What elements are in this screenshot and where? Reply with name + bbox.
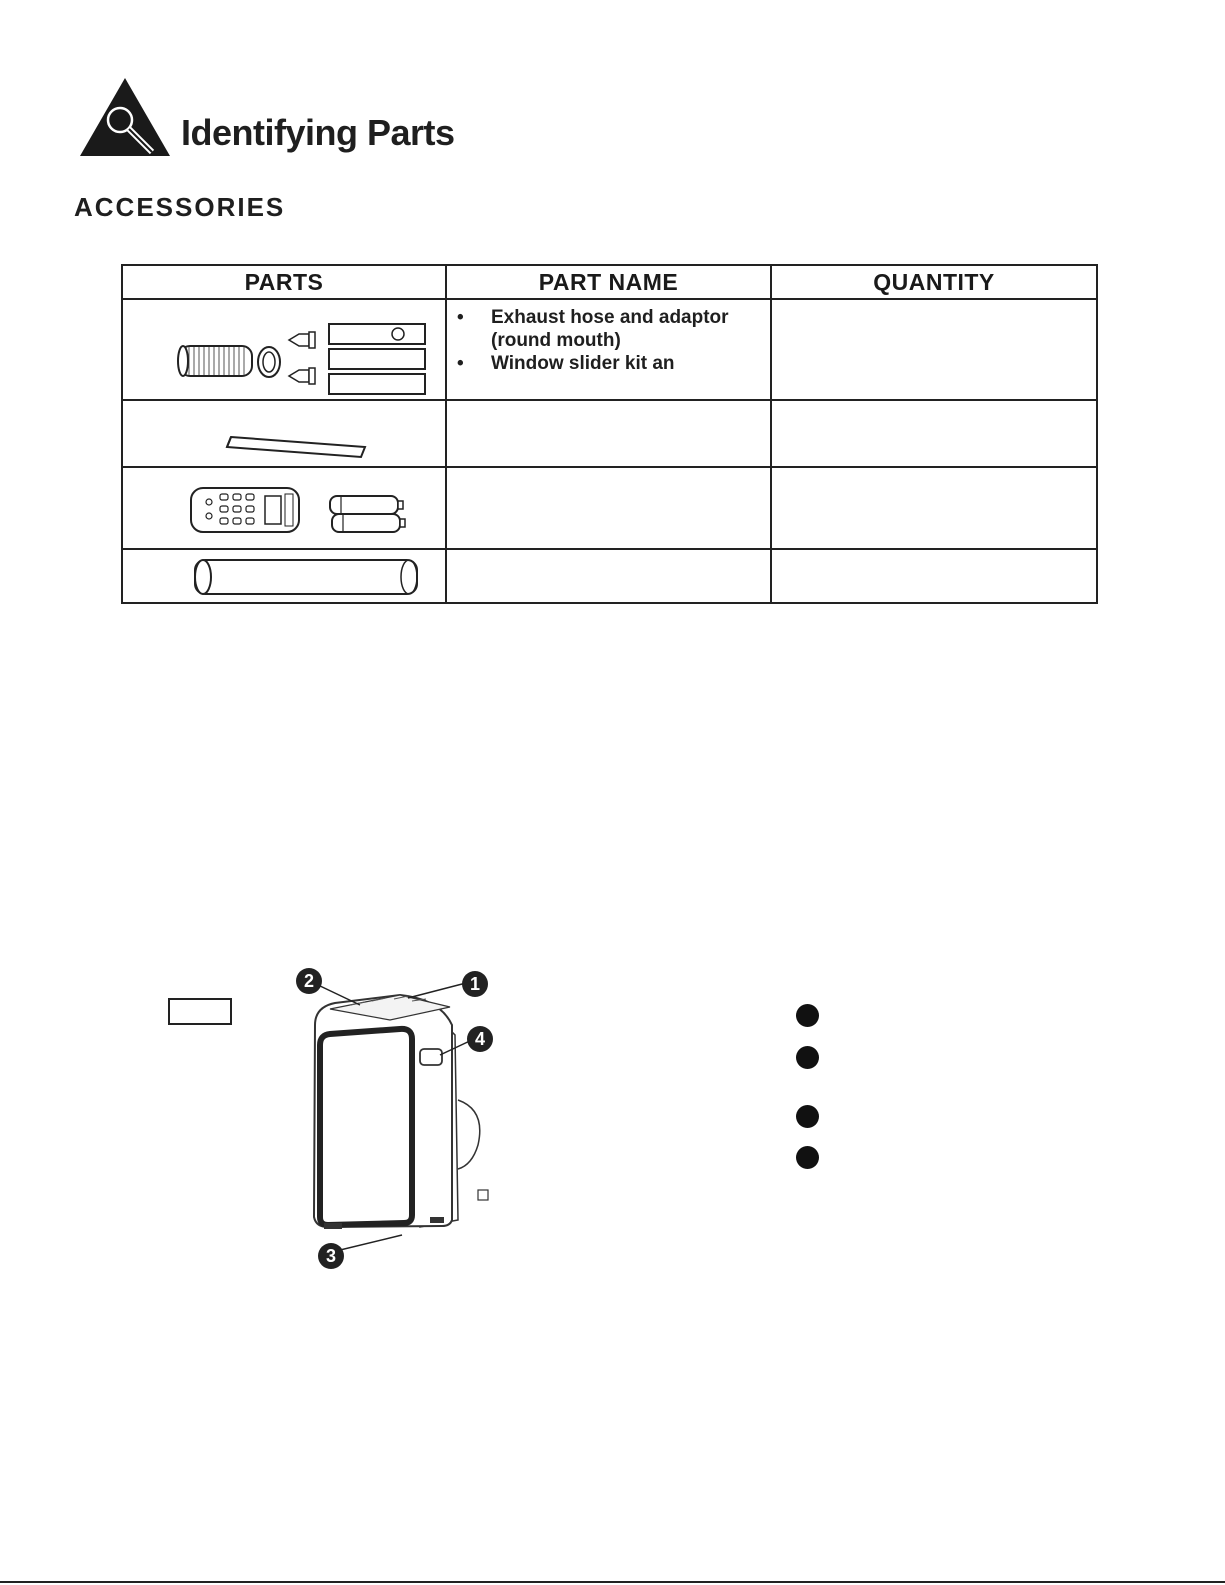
callout-marker-4: 4: [467, 1026, 493, 1052]
magnifier-warning-icon: [78, 76, 172, 158]
callout-marker-2: 2: [296, 968, 322, 994]
table-row: [122, 299, 1097, 400]
legend-bullet: [796, 1004, 819, 1027]
table-row: [122, 467, 1097, 549]
list-item: • Exhaust hose and adaptor (round mouth): [447, 306, 770, 352]
foam-seal-strip-image: [123, 401, 443, 466]
air-conditioner-unit-diagram: [290, 965, 520, 1275]
quantity-cell: [771, 299, 1097, 400]
drain-tube-image: [123, 550, 443, 602]
legend-bullet: [796, 1146, 819, 1169]
exhaust-hose-and-window-kit-image: [123, 300, 443, 399]
parts-cell: [122, 549, 446, 603]
bottom-divider: [0, 1581, 1225, 1583]
table-header-row: [122, 265, 1097, 299]
part-name-list: [447, 306, 770, 375]
part-name-cell: [446, 400, 771, 467]
part-name-cell: [446, 549, 771, 603]
callout-marker-1: 1: [462, 971, 488, 997]
column-header-quantity: QUANTITY: [771, 265, 1097, 299]
legend-bullet: [796, 1105, 819, 1128]
list-item: • Window slider kit an: [447, 352, 770, 375]
quantity-cell: [771, 549, 1097, 603]
column-header-part-name: PART NAME: [446, 265, 771, 299]
page-title: Identifying Parts: [181, 112, 455, 153]
front-label-box: [168, 998, 232, 1025]
accessories-table: [121, 264, 1098, 604]
quantity-cell: [771, 400, 1097, 467]
parts-cell: [122, 299, 446, 400]
table-row: [122, 400, 1097, 467]
remote-control-and-batteries-image: [123, 468, 443, 548]
callout-marker-3: 3: [318, 1243, 344, 1269]
parts-cell: [122, 400, 446, 467]
section-title: ACCESSORIES: [74, 192, 286, 222]
table-row: [122, 549, 1097, 603]
part-name-cell: [446, 467, 771, 549]
parts-cell: [122, 467, 446, 549]
quantity-cell: [771, 467, 1097, 549]
part-name-cell: [446, 299, 771, 400]
column-header-parts: PARTS: [122, 265, 446, 299]
legend-bullet: [796, 1046, 819, 1069]
